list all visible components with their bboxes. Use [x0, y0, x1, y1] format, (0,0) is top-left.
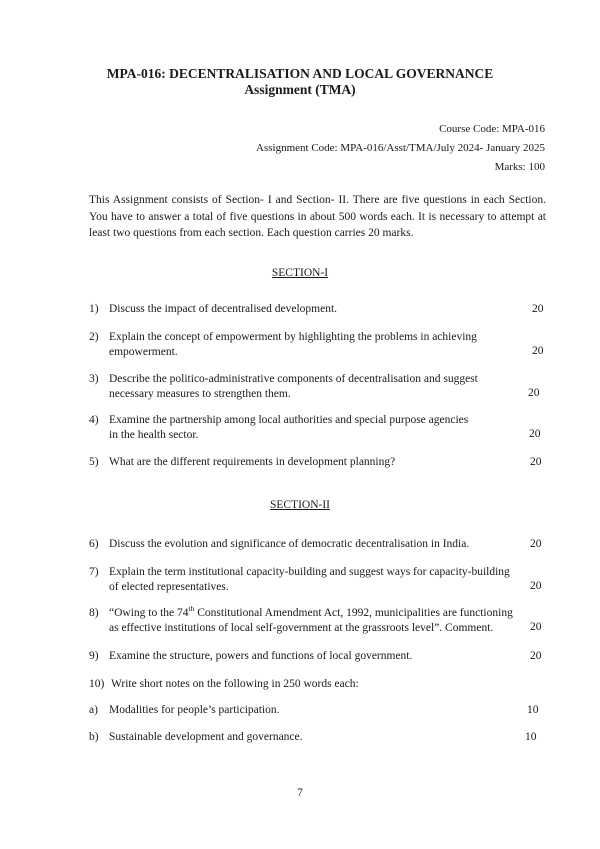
- question-text-cont: of elected representatives.: [109, 581, 229, 593]
- question-9: [89, 649, 549, 664]
- course-code: Course Code: MPA-016: [439, 123, 545, 135]
- sub-question-b: [89, 730, 549, 745]
- question-5: [89, 455, 549, 470]
- question-number: 4): [89, 414, 99, 426]
- page-number: 7: [297, 787, 303, 799]
- question-1: [89, 302, 549, 317]
- question-text: Discuss the impact of decentralised development.: [109, 303, 338, 315]
- question-3: [89, 372, 549, 402]
- question-marks: 20: [530, 580, 542, 592]
- sub-question-letter: b): [89, 731, 99, 743]
- question-7: [89, 565, 549, 595]
- question-text-part: “Owing to the 74: [109, 607, 189, 619]
- question-marks: 20: [530, 650, 542, 662]
- question-text-part: Constitutional Amendment Act, 1992, municipalities are functioning: [194, 607, 513, 619]
- document-subtitle: Assignment (TMA): [244, 82, 356, 97]
- question-number: 9): [89, 650, 99, 662]
- question-text: What are the different requirements in development planning?: [109, 456, 396, 468]
- question-number: 1): [89, 303, 99, 315]
- question-text-cont: necessary measures to strengthen them.: [109, 388, 291, 400]
- question-number: 3): [89, 373, 99, 385]
- sub-question-text: Modalities for people’s participation.: [109, 704, 280, 716]
- question-8: [89, 606, 549, 636]
- document-title: MPA-016: DECENTRALISATION AND LOCAL GOVERNANCE: [106, 66, 494, 81]
- question-marks: 20: [532, 345, 544, 357]
- assignment-code: Assignment Code: MPA-016/Asst/TMA/July 2024- January 2025: [256, 142, 545, 154]
- total-marks: Marks: 100: [494, 161, 545, 173]
- question-number: 5): [89, 456, 99, 468]
- section-1-heading: SECTION-I: [271, 267, 329, 279]
- question-marks: 20: [529, 428, 541, 440]
- question-text: Discuss the evolution and significance of democratic decentralisation in India.: [109, 538, 470, 550]
- question-text: Examine the structure, powers and functions of local government.: [109, 650, 413, 662]
- question-text-cont: as effective institutions of local self-government at the grassroots level”. Comment.: [109, 622, 494, 634]
- question-text: [89, 606, 549, 621]
- question-text: Explain the term institutional capacity-building and suggest ways for capacity-building: [109, 566, 510, 578]
- question-2: [89, 330, 549, 360]
- question-marks: 20: [528, 387, 540, 399]
- question-text-cont: empowerment.: [109, 346, 178, 358]
- question-text: Describe the politico-administrative components of decentralisation and suggest: [109, 373, 478, 385]
- question-6: [89, 537, 549, 552]
- question-number: 8): [89, 607, 99, 619]
- question-number: 10): [89, 678, 105, 690]
- sub-question-a: [89, 703, 549, 718]
- question-number: 6): [89, 538, 99, 550]
- question-number: 2): [89, 331, 99, 343]
- question-marks: 20: [532, 303, 544, 315]
- question-marks: 20: [530, 538, 542, 550]
- sub-question-marks: 10: [525, 731, 537, 743]
- question-10: [89, 677, 549, 692]
- sub-question-marks: 10: [527, 704, 539, 716]
- sub-question-text: Sustainable development and governance.: [109, 731, 303, 743]
- question-text: Examine the partnership among local authorities and special purpose agencies: [109, 414, 469, 426]
- ordinal-suffix: th: [188, 604, 195, 614]
- question-text: Write short notes on the following in 250 words each:: [111, 678, 359, 690]
- question-text-cont: in the health sector.: [109, 429, 199, 441]
- instructions-paragraph: This Assignment consists of Section- I and Section- II. There are five questions in each Section. You have to answer a total of five questions in about 500 words each. It is necessary to attempt at least two questions from each section. Each question carries 20 marks.: [89, 194, 546, 239]
- question-number: 7): [89, 566, 99, 578]
- question-marks: 20: [530, 621, 542, 633]
- question-text: Explain the concept of empowerment by highlighting the problems in achieving: [109, 331, 477, 343]
- question-4: [89, 413, 549, 443]
- sub-question-letter: a): [89, 704, 98, 716]
- section-2-heading: SECTION-II: [269, 499, 331, 511]
- question-marks: 20: [530, 456, 542, 468]
